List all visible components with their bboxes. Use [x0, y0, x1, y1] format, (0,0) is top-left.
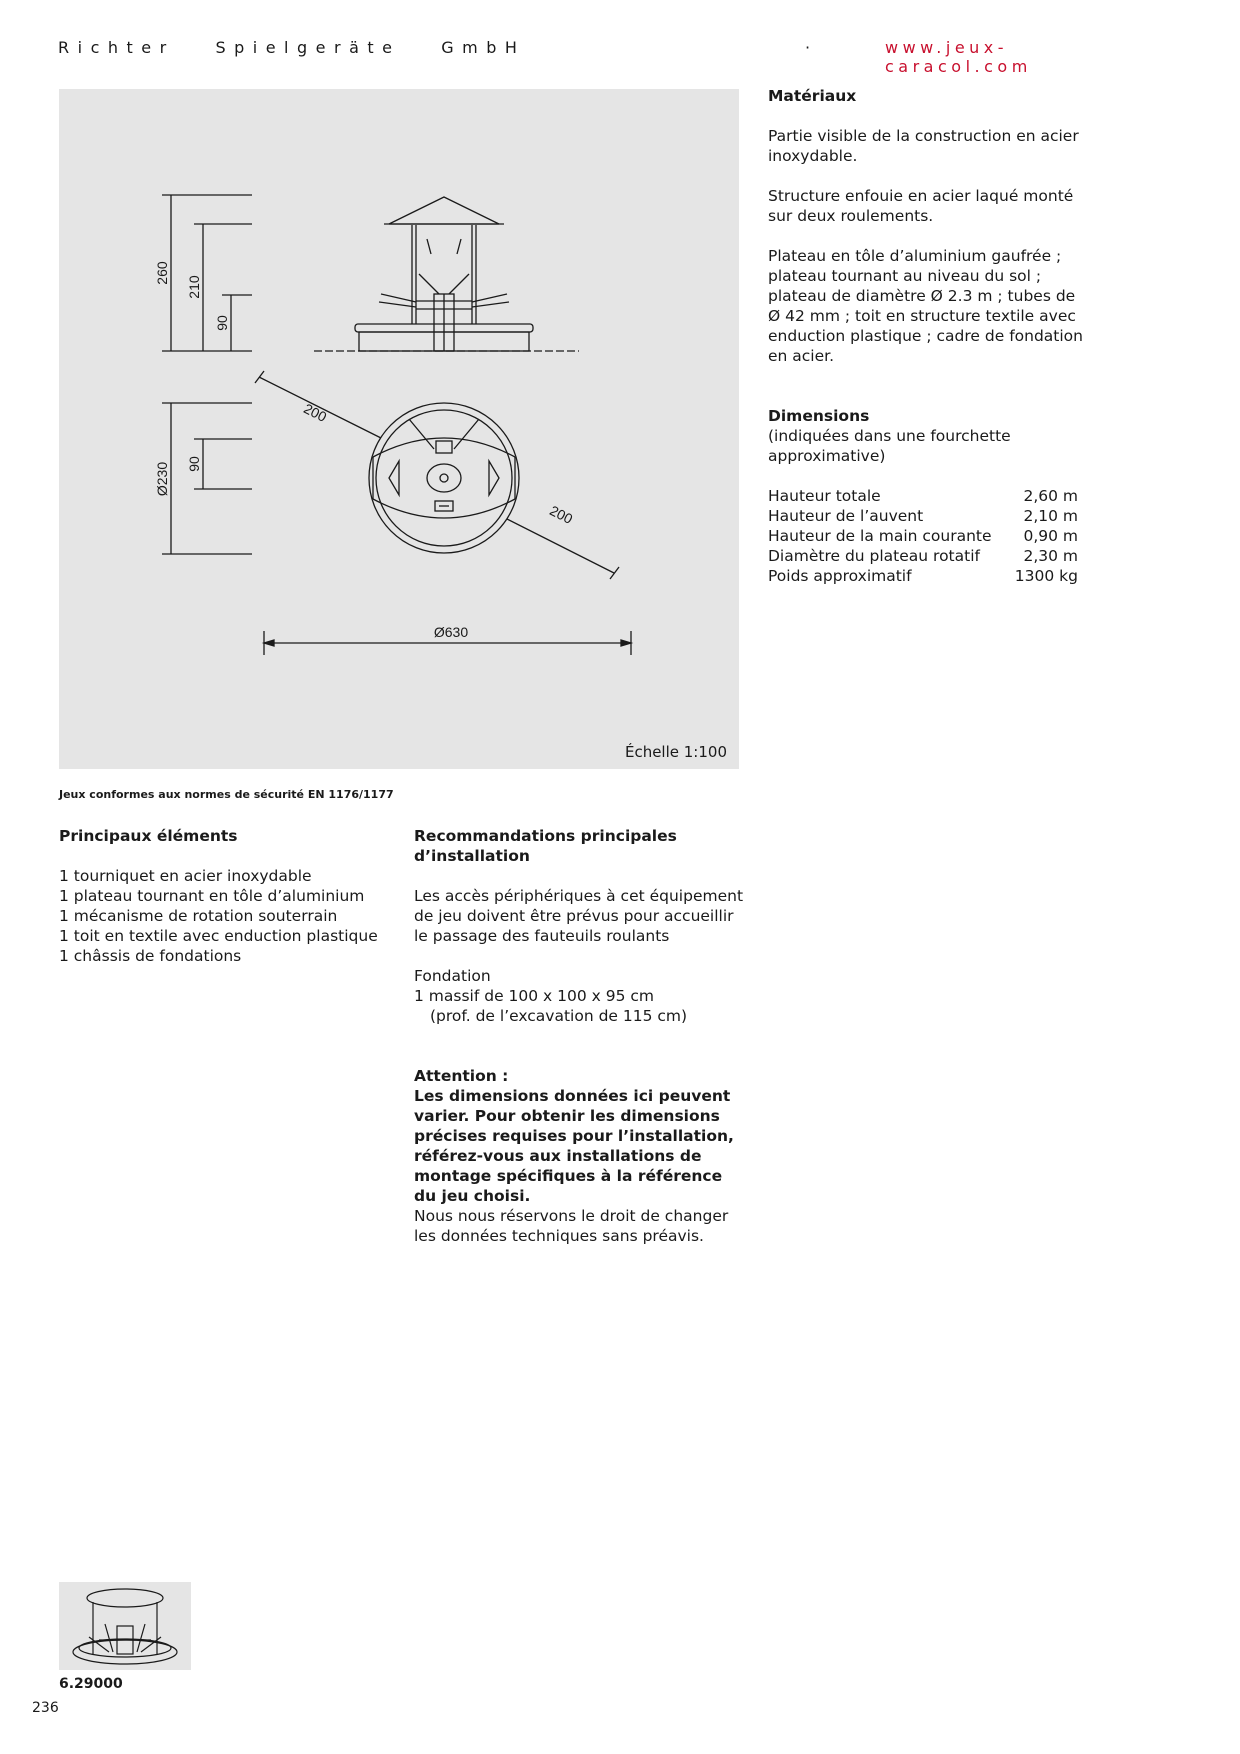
- dimension-label: Hauteur de l’auvent: [768, 507, 924, 525]
- dimension-label: Diamètre du plateau rotatif: [768, 547, 980, 565]
- dimension-label: Hauteur totale: [768, 487, 881, 505]
- materials-paragraph-1: Partie visible de la construction en acier inoxydable.: [768, 127, 1079, 165]
- dimension-value: 2,60 m: [1023, 487, 1078, 505]
- dimension-row: [768, 566, 1078, 586]
- foundation-label: Fondation: [414, 967, 491, 985]
- dimensions-subtitle: (indiquées dans une fourchette approximative): [768, 427, 1011, 465]
- safety-norms: Jeux conformes aux normes de sécurité EN 1176/1177: [59, 788, 394, 801]
- side-elevation: [314, 197, 579, 351]
- plan-dimension-lines: [162, 403, 252, 554]
- attention-title: Attention :: [414, 1067, 509, 1085]
- element-item: 1 tourniquet en acier inoxydable: [59, 867, 312, 885]
- technical-drawing-svg: [59, 89, 739, 769]
- product-thumbnail: [59, 1582, 191, 1670]
- website-link[interactable]: www.jeux-caracol.com: [885, 38, 1032, 76]
- dim-200-b-label: 200: [547, 502, 576, 527]
- materials-section: [768, 86, 1088, 366]
- attention-bold-text: Les dimensions données ici peuvent varier. Pour obtenir les dimensions précises requises pour l’installation, référez-vous aux installations de montage spécifiques à la référence du jeu choisi.: [414, 1087, 734, 1205]
- materials-paragraph-2: Structure enfouie en acier laqué monté sur deux roulements.: [768, 187, 1074, 225]
- installation-section: [414, 826, 749, 1246]
- page-number: 236: [32, 1700, 59, 1716]
- dim-630-label: Ø630: [433, 624, 469, 640]
- company-name: Richter Spielgeräte GmbH: [58, 38, 526, 57]
- dimension-value: 2,10 m: [1023, 507, 1078, 525]
- installation-access-text: Les accès périphériques à cet équipement de jeu doivent être prévus pour accueillir le passage des fauteuils roulants: [414, 887, 744, 945]
- dimension-value: 2,30 m: [1023, 547, 1078, 565]
- technical-drawing: [59, 89, 739, 769]
- plan-view: [369, 403, 519, 553]
- dim-260-label: 260: [154, 261, 170, 285]
- elements-title: Principaux éléments: [59, 827, 238, 845]
- dimension-value: 0,90 m: [1023, 527, 1078, 545]
- dimension-row: [768, 486, 1078, 506]
- element-item: 1 toit en textile avec enduction plastique: [59, 927, 378, 945]
- dim-230-label: Ø230: [154, 461, 170, 497]
- foundation-line-1: 1 massif de 100 x 100 x 95 cm: [414, 987, 655, 1005]
- materials-paragraph-3: Plateau en tôle d’aluminium gaufrée ; plateau tournant au niveau du sol ; plateau de diamètre Ø 2.3 m ; tubes de Ø 42 mm ; toit en structure textile avec enduction plastique ; cadre de fondation en acier.: [768, 247, 1083, 365]
- dimensions-title: Dimensions: [768, 407, 870, 425]
- element-item: 1 plateau tournant en tôle d’aluminium: [59, 887, 365, 905]
- dimension-row: [768, 526, 1078, 546]
- dim-90-plan-label: 90: [186, 456, 202, 472]
- dimension-label: Hauteur de la main courante: [768, 527, 992, 545]
- side-dimension-lines: [162, 195, 252, 351]
- dim-200-a-label: 200: [301, 400, 330, 425]
- scale-label: Échelle 1:100: [624, 743, 727, 761]
- product-thumbnail-image: [59, 1582, 191, 1670]
- header-separator: ·: [805, 38, 819, 57]
- dim-210-label: 210: [186, 275, 202, 299]
- materials-title: Matériaux: [768, 87, 857, 105]
- main-elements-section: [59, 826, 399, 966]
- dimension-label: Poids approximatif: [768, 567, 912, 585]
- dimensions-section: [768, 406, 1078, 586]
- dim-90-side-label: 90: [214, 315, 230, 331]
- installation-title: Recommandations principales d’installation: [414, 827, 677, 865]
- element-item: 1 châssis de fondations: [59, 947, 242, 965]
- article-number: 6.29000: [59, 1676, 123, 1692]
- element-item: 1 mécanisme de rotation souterrain: [59, 907, 338, 925]
- page-header: [58, 38, 1118, 76]
- dimension-value: 1300 kg: [1014, 567, 1078, 585]
- dimension-row: [768, 506, 1078, 526]
- dimension-row: [768, 546, 1078, 566]
- attention-normal-text: Nous nous réservons le droit de changer les données techniques sans préavis.: [414, 1207, 729, 1245]
- foundation-line-2: (prof. de l’excavation de 115 cm): [430, 1007, 688, 1025]
